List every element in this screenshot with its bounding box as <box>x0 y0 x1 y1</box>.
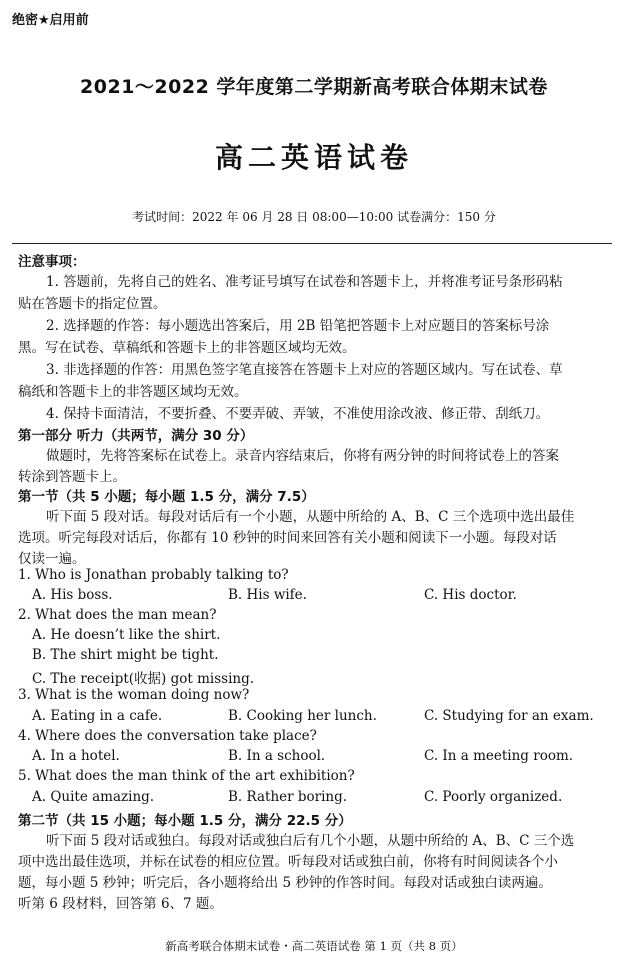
option-a: A. In a hotel. <box>32 748 120 764</box>
option-b: B. His wife. <box>228 587 307 603</box>
notes-line: 贴在答题卡的指定位置。 <box>18 296 167 312</box>
divider <box>12 243 612 244</box>
notes-line: 3. 非选择题的作答：用黑色签字笔直接答在答题卡上对应的答题区域内。写在试卷、草 <box>46 362 563 378</box>
part1-intro-line: 做题时，先将答案标在试卷上。录音内容结束后，你将有两分钟的时间将试卷上的答案 <box>46 448 559 464</box>
exam-title: 2021～2022 学年度第二学期新高考联合体期末试卷 <box>80 76 548 98</box>
option-c: C. His doctor. <box>424 587 517 603</box>
option-b: B. In a school. <box>228 748 326 764</box>
notes-heading: 注意事项： <box>18 254 86 270</box>
question-text: 5. What does the man think of the art exhibition? <box>18 768 355 784</box>
exam-info: 考试时间：2022 年 06 月 28 日 08:00—10:00 试卷满分：150 分 <box>132 210 496 224</box>
notes-line: 稿纸和答题卡上的非答题区域均无效。 <box>18 384 248 400</box>
section1-intro-line: 仅读一遍。 <box>18 551 86 567</box>
option-a: A. His boss. <box>32 587 113 603</box>
option-b: B. The shirt might be tight. <box>32 647 219 663</box>
section1-intro-line: 选项。听完每段对话后，你都有 10 秒钟的时间来回答有关小题和阅读下一小题。每段对话 <box>18 530 557 546</box>
question-text: 1. Who is Jonathan probably talking to? <box>18 567 289 583</box>
option-a: A. Quite amazing. <box>32 789 155 805</box>
section1-heading: 第一节（共 5 小题；每小题 1.5 分，满分 7.5） <box>18 489 315 505</box>
notes-line: 1. 答题前，先将自己的姓名、准考证号填写在试卷和答题卡上，并将准考证号条形码粘 <box>46 274 563 290</box>
page-footer: 新高考联合体期末试卷・高二英语试卷 第 1 页（共 8 页） <box>165 939 463 953</box>
option-a: A. He doesn’t like the shirt. <box>32 627 221 643</box>
notes-line: 4. 保持卡面清洁，不要折叠、不要弄破、弄皱，不准使用涂改液、修正带、刮纸刀。 <box>46 406 550 422</box>
section2-intro-line: 听第 6 段材料，回答第 6、7 题。 <box>18 896 223 912</box>
option-c: C. Studying for an exam. <box>424 708 594 724</box>
section2-heading: 第二节（共 15 小题；每小题 1.5 分，满分 22.5 分） <box>18 813 352 829</box>
option-b: B. Cooking her lunch. <box>228 708 377 724</box>
exam-subtitle: 高二英语试卷 <box>214 141 413 174</box>
option-c: C. Poorly organized. <box>424 789 563 805</box>
option-b: B. Rather boring. <box>228 789 348 805</box>
part1-intro-line: 转涂到答题卡上。 <box>18 469 126 485</box>
confidential-label: 绝密★启用前 <box>12 13 89 28</box>
part1-heading: 第一部分 听力（共两节，满分 30 分） <box>18 428 254 444</box>
option-c: C. In a meeting room. <box>424 748 574 764</box>
section2-intro-line: 项中选出最佳选项，并标在试卷的相应位置。听每段对话或独白前，你将有时间阅读各个小 <box>18 854 558 870</box>
option-c: C. The receipt(收据) got missing. <box>32 671 255 687</box>
section2-intro-line: 题，每小题 5 秒钟；听完后，各小题将给出 5 秒钟的作答时间。每段对话或独白读两遍。 <box>18 875 552 891</box>
section2-intro-line: 听下面 5 段对话或独白。每段对话或独白后有几个小题，从题中所给的 A、B、C 三个选 <box>46 833 575 849</box>
option-a: A. Eating in a cafe. <box>32 708 163 724</box>
notes-line: 2. 选择题的作答：每小题选出答案后，用 2B 铅笔把答题卡上对应题目的答案标号涂 <box>46 318 550 334</box>
question-text: 2. What does the man mean? <box>18 607 217 623</box>
question-text: 4. Where does the conversation take place? <box>18 728 317 744</box>
section1-intro-line: 听下面 5 段对话。每段对话后有一个小题，从题中所给的 A、B、C 三个选项中选出最佳 <box>46 509 575 525</box>
notes-line: 黑。写在试卷、草稿纸和答题卡上的非答题区域均无效。 <box>18 340 356 356</box>
question-text: 3. What is the woman doing now? <box>18 687 250 703</box>
